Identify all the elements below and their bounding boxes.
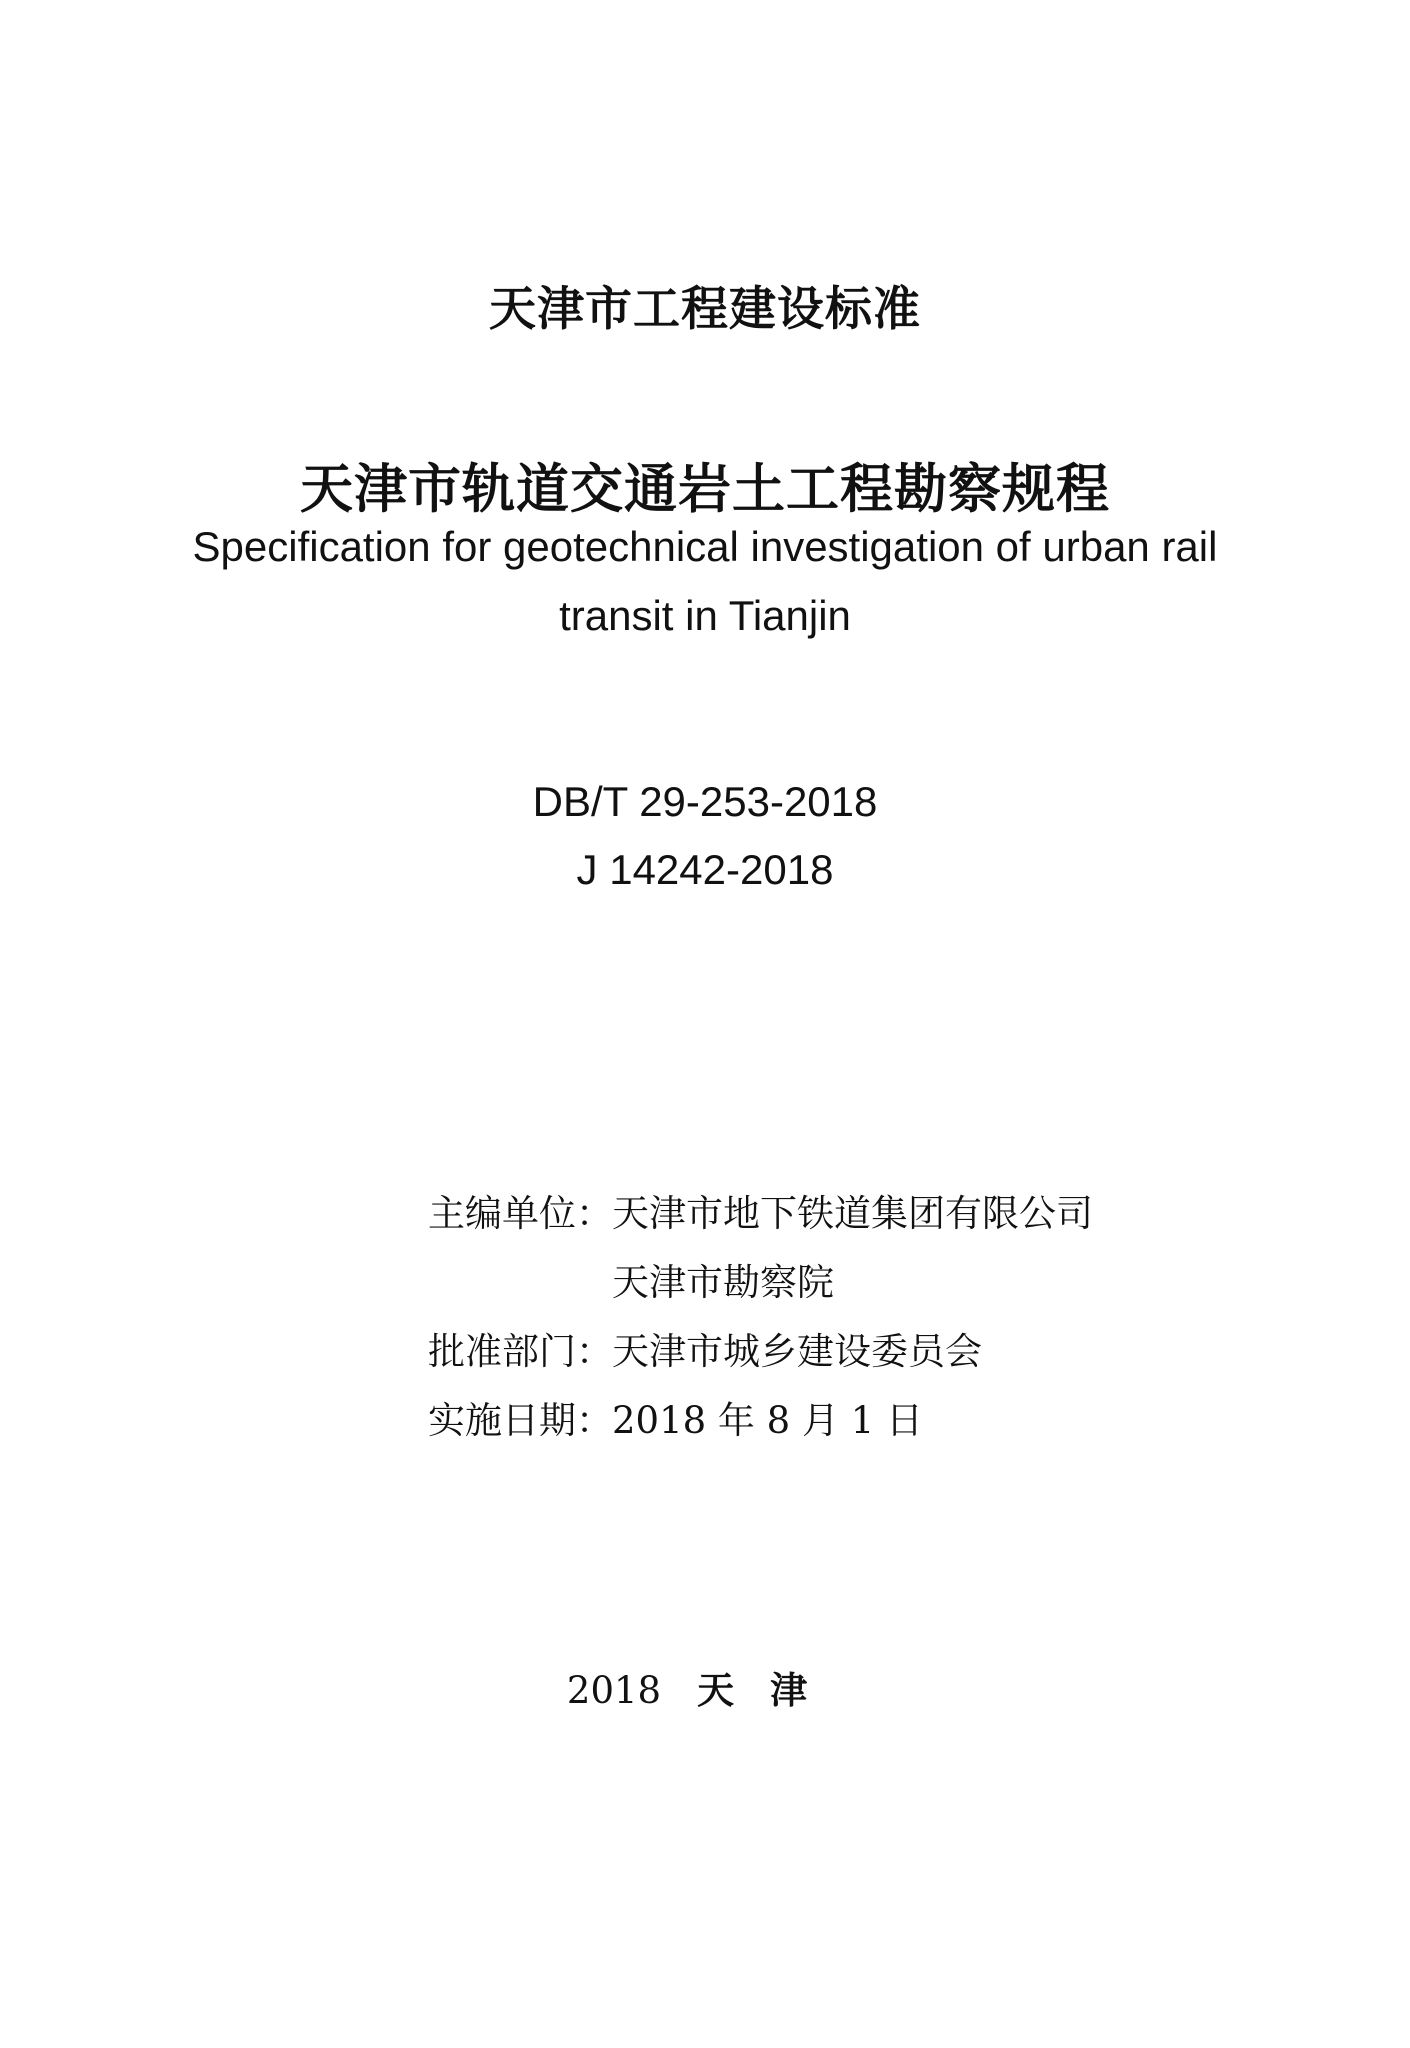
standard-code-j: J 14242-2018 xyxy=(576,846,834,893)
chief-editor-unit-1: 天津市地下铁道集团有限公司 xyxy=(612,1192,1093,1235)
effective-date-value: 2018 年 8 月 1 日 xyxy=(612,1399,924,1442)
document-title-zh: 天津市轨道交通岩土工程勘察规程 xyxy=(300,459,1110,520)
footer xyxy=(0,1660,1410,1714)
footer-year: 2018 xyxy=(566,1669,662,1712)
series-title: 天津市工程建设标准 xyxy=(489,282,921,337)
chief-editor-row-2 xyxy=(428,1252,834,1306)
document-title-en-line2: transit in Tianjin xyxy=(559,592,851,639)
chief-editor-unit-2: 天津市勘察院 xyxy=(612,1261,834,1304)
footer-city: 天津 xyxy=(697,1669,844,1712)
approver-value: 天津市城乡建设委员会 xyxy=(612,1330,982,1373)
approver-label: 批准部门： xyxy=(428,1330,613,1373)
chief-editor-label: 主编单位： xyxy=(428,1192,613,1235)
approver-row xyxy=(428,1321,982,1375)
chief-editor-row xyxy=(428,1183,1093,1237)
effective-date-label: 实施日期： xyxy=(428,1399,613,1442)
document-title-en-line1: Specification for geotechnical investigation of urban rail xyxy=(192,523,1218,570)
effective-date-row xyxy=(428,1390,923,1444)
standard-code-db: DB/T 29-253-2018 xyxy=(532,778,878,825)
